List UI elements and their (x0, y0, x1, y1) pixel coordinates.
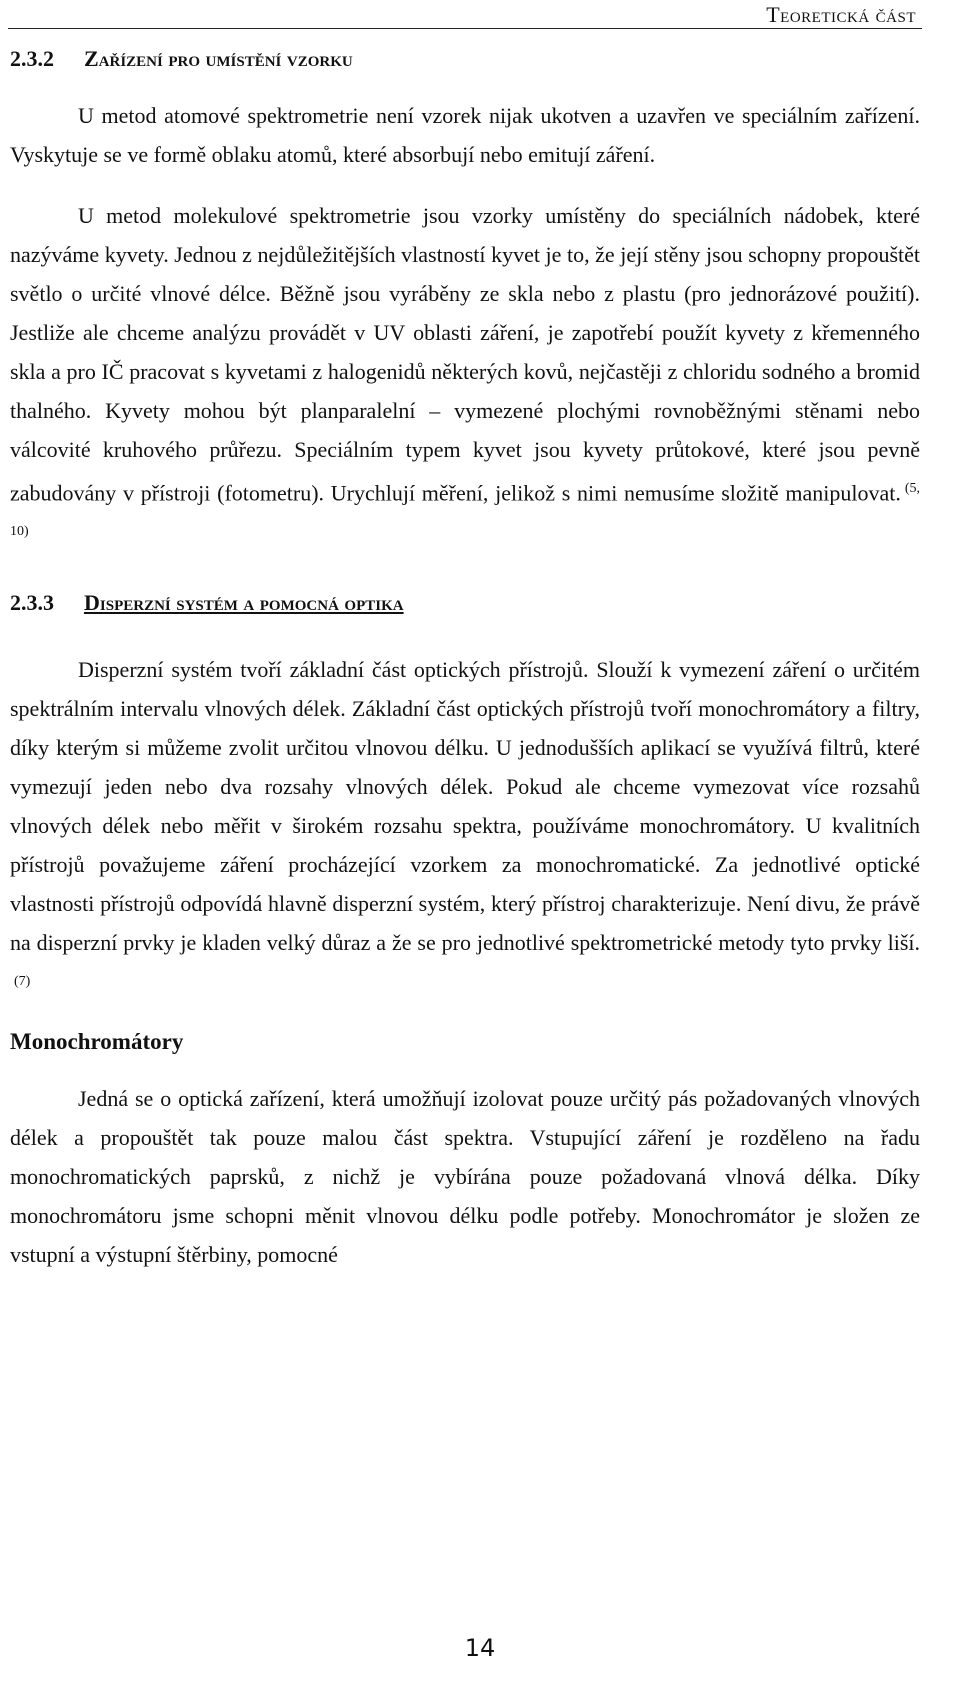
section-title: Zařízení pro umístění vzorku (84, 46, 353, 71)
paragraph (10, 96, 920, 174)
citation-ref: (7) (14, 973, 31, 989)
section-number: 2.3.3 (10, 589, 54, 615)
header-rule (8, 28, 922, 29)
running-head: Teoretická část (766, 2, 916, 27)
paragraph-text: U metod molekulové spektrometrie jsou vzorky umístěny do speciálních nádobek, které nazýváme kyvety. Jednou z nejdůležitějších vlastností kyvet je to, že její stěny jsou schopny propouštět světlo o určité vlnové délce. Běžně jsou vyráběny ze skla nebo z plastu (pro jednorázové použití). Jestliže ale chceme analýzu provádět v UV oblasti záření, je zapotřebí použít kyvety z křemenného skla a pro IČ pracovat s kyvetami z halogenidů některých kovů, nejčastěji z chloridu sodného a bromid thalného. Kyvety mohou být planparalelní – vymezené plochými rovnoběžnými stěnami nebo válcovité kruhového průřezu. Speciálním typem kyvet jsou kyvety průtokové, které jsou pevně zabudovány v přístroji (fotometru). Urychlují měření, jelikož s nimi nemusíme složitě manipulovat. (10, 203, 920, 506)
paragraph (10, 1079, 920, 1274)
paragraph-text: U metod atomové spektrometrie není vzorek nijak ukotven a uzavřen ve speciálním zařízení. Vyskytuje se ve formě oblaku atomů, které absorbují nebo emitují záření. (10, 103, 920, 167)
page-number: 14 (464, 1634, 496, 1662)
section-heading-2-3-2 (10, 46, 920, 72)
paragraph-text: Jedná se o optická zařízení, která umožňují izolovat pouze určitý pás požadovaných vlnových délek a propouštět tak pouze malou část spektra. Vstupující záření je rozděleno na řadu monochromatických paprsků, z nichž je vybírána pouze požadovaná vlnová délka. Díky monochromátoru jsme schopni měnit vlnovou délku podle potřeby. Monochromátor je složen ze vstupní a výstupní štěrbiny, pomocné (10, 1085, 920, 1267)
citation-ref: (5, 10) (10, 481, 920, 540)
section-number: 2.3.2 (10, 46, 54, 71)
subsection-heading: Monochromátory (10, 1028, 184, 1054)
paragraph (10, 196, 920, 556)
section-title: Disperzní systém a pomocná optika (84, 589, 404, 615)
section-heading-2-3-3 (10, 590, 920, 616)
paragraph-text: Disperzní systém tvoří základní část optických přístrojů. Slouží k vymezení záření o určitém spektrálním intervalu vlnových délek. Základní část optických přístrojů tvoří monochromátory a filtry, díky kterým si můžeme zvolit určitou vlnovou délku. U jednodušších aplikací se využívá filtrů, které vymezují jeden nebo dva rozsahy vlnových délek. Pokud ale chceme vymezovat více rozsahů vlnových délek nebo měřit v širokém rozsahu spektra, používáme monochromátory. U kvalitních přístrojů považujeme záření procházející vzorkem za monochromatické. Za jednotlivé optické vlastnosti přístrojů odpovídá hlavně disperzní systém, který přístroj charakterizuje. Není divu, že právě na disperzní prvky je kladen velký důraz a že se pro jednotlivé spektrometrické metody tyto prvky liší. (10, 656, 920, 955)
paragraph (10, 650, 920, 1005)
page-body (10, 40, 920, 1274)
